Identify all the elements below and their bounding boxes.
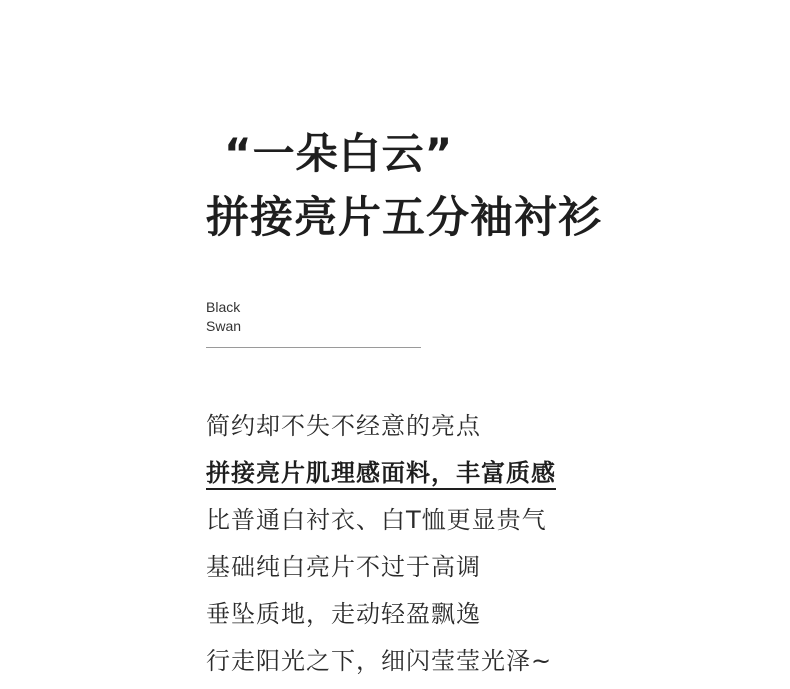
product-title: 拼接亮片五分袖衬衫 [206, 193, 602, 243]
product-nickname: “一朵白云” [224, 129, 454, 178]
description-line: 基础纯白亮片不过于高调 [206, 553, 481, 581]
divider [206, 347, 421, 348]
description-list [206, 403, 556, 685]
title-block [206, 126, 602, 248]
brand-block [206, 298, 421, 348]
description-line-highlight [206, 450, 556, 497]
brand-name-line2: Swan [206, 318, 242, 334]
description-line: 行走阳光之下，细闪莹莹光泽~ [206, 647, 553, 675]
description-line: 简约却不失不经意的亮点 [206, 412, 481, 440]
description-line: 比普通白衬衣、白T恤更显贵气 [206, 506, 547, 534]
description-line: 垂坠质地，走动轻盈飘逸 [206, 600, 481, 628]
brand-name-line1: Black [206, 299, 241, 315]
description-highlight-text: 拼接亮片肌理感面料，丰富质感 [206, 459, 556, 490]
